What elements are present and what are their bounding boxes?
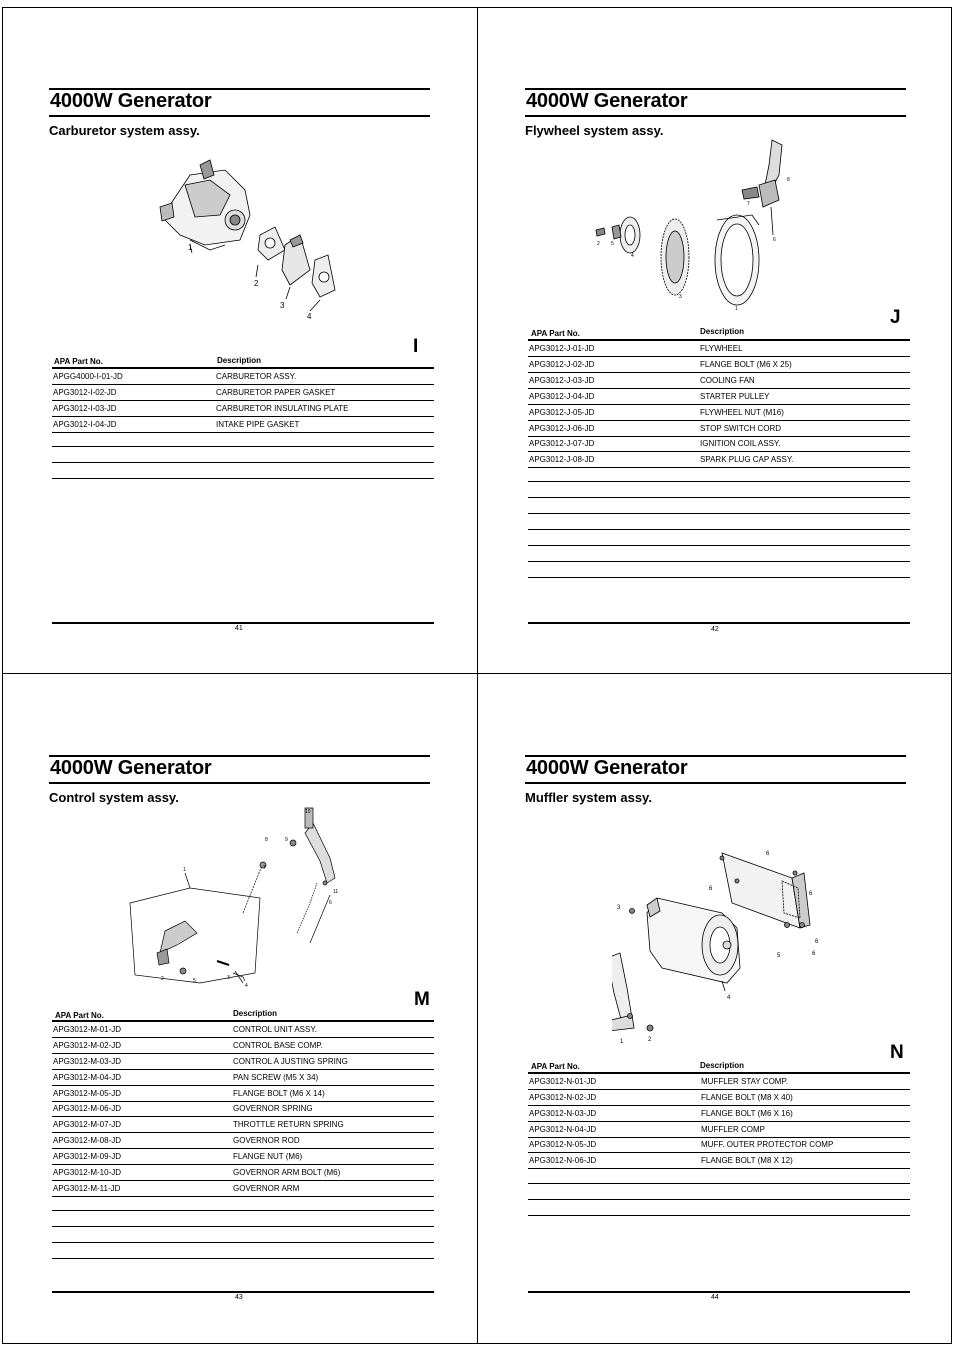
section-letter: J: [890, 307, 901, 328]
callout-6: 6: [773, 237, 776, 243]
muffler-diagram: [612, 833, 832, 1048]
callout-6: 6: [766, 851, 770, 857]
part-description: FLANGE BOLT (M6 X 25): [700, 360, 792, 369]
part-description: PAN SCREW (M5 X 34): [233, 1073, 319, 1082]
section-subtitle: Muffler system assy.: [525, 790, 652, 805]
title-rule-bottom: [525, 115, 906, 117]
callout-7: 7: [263, 865, 266, 871]
callout-4: 4: [631, 253, 634, 259]
empty-row-line: [528, 1183, 910, 1184]
page-number: 44: [711, 1294, 719, 1301]
part-number: APG3012-N-03-JD: [529, 1109, 597, 1118]
page-43: [0, 673, 477, 1350]
part-number: APG3012-J-05-JD: [529, 408, 595, 417]
part-number: APG3012-J-06-JD: [529, 424, 595, 433]
page-44: [477, 673, 954, 1350]
page-title: 4000W Generator: [50, 757, 212, 779]
table-row: [528, 1137, 910, 1153]
table-row: [52, 1022, 434, 1038]
part-number: APG3012-J-01-JD: [529, 344, 595, 353]
page-41: [0, 0, 477, 673]
callout-3: 3: [280, 301, 285, 310]
callout-2: 2: [597, 241, 600, 247]
col-header-desc: Description: [700, 1061, 745, 1070]
part-description: CONTROL UNIT ASSY.: [233, 1025, 317, 1034]
table-row: [52, 1086, 434, 1102]
empty-row-line: [528, 497, 910, 498]
table-row: [528, 1074, 910, 1090]
part-description: CARBURETOR PAPER GASKET: [216, 388, 336, 397]
part-description: FLANGE BOLT (M8 X 40): [701, 1093, 793, 1102]
table-row: [52, 417, 434, 433]
part-number: APG3012-M-05-JD: [53, 1089, 122, 1098]
table-row: [528, 373, 910, 389]
part-description: FLANGE BOLT (M6 X 16): [701, 1109, 793, 1118]
part-description: MUFFLER COMP: [701, 1125, 765, 1134]
part-description: STOP SWITCH CORD: [700, 424, 782, 433]
part-description: FLYWHEEL NUT (M16): [700, 408, 784, 417]
section-letter: I: [413, 336, 419, 357]
part-number: APG3012-M-10-JD: [53, 1168, 122, 1177]
callout-6: 6: [709, 886, 713, 892]
part-description: SPARK PLUG CAP ASSY.: [700, 455, 794, 464]
callout-4: 4: [727, 995, 731, 1001]
part-number: APG3012-M-09-JD: [53, 1152, 122, 1161]
footer-rule: [52, 1291, 434, 1293]
part-number: APG3012-J-04-JD: [529, 392, 595, 401]
page-number: 43: [235, 1294, 243, 1301]
table-row: [52, 1054, 434, 1070]
col-header-part: APA Part No.: [55, 1011, 104, 1020]
callout-2: 2: [254, 279, 259, 288]
part-number: APG3012-N-01-JD: [529, 1077, 597, 1086]
table-row: [528, 1090, 910, 1106]
table-row: [528, 405, 910, 421]
callout-8: 8: [787, 177, 790, 183]
empty-row-line: [528, 1215, 910, 1216]
part-number: APG3012-I-03-JD: [53, 404, 117, 413]
title-rule-bottom: [525, 782, 906, 784]
callout-3: 3: [679, 294, 682, 300]
callout-10: 10: [305, 809, 311, 815]
part-description: IGNITION COIL ASSY.: [700, 439, 781, 448]
part-number: APG3012-N-04-JD: [529, 1125, 597, 1134]
part-description: CARBURETOR ASSY.: [216, 372, 297, 381]
part-number: APG3012-N-06-JD: [529, 1156, 597, 1165]
callout-2: 2: [648, 1037, 652, 1043]
footer-rule: [52, 622, 434, 624]
footer-rule: [528, 622, 910, 624]
part-description: MUFF. OUTER PROTECTOR COMP: [701, 1140, 834, 1149]
part-number: APG3012-M-11-JD: [53, 1184, 121, 1193]
callout-4: 4: [307, 312, 312, 321]
empty-row-line: [52, 462, 434, 463]
col-header-part: APA Part No.: [531, 1062, 580, 1071]
empty-row-line: [52, 1258, 434, 1259]
part-description: FLANGE BOLT (M8 X 12): [701, 1156, 793, 1165]
part-number: APG3012-M-01-JD: [53, 1025, 122, 1034]
table-row: [52, 369, 434, 385]
page-number: 41: [235, 625, 243, 632]
part-description: GOVERNOR SPRING: [233, 1104, 313, 1113]
page-title: 4000W Generator: [50, 90, 212, 112]
part-description: CONTROL BASE COMP.: [233, 1041, 323, 1050]
col-header-desc: Description: [217, 356, 262, 365]
callout-4: 4: [245, 983, 248, 989]
table-row: [528, 436, 910, 452]
part-description: GOVERNOR ARM: [233, 1184, 300, 1193]
section-subtitle: Flywheel system assy.: [525, 123, 664, 138]
callout-5: 5: [611, 241, 614, 247]
table-row: [52, 1038, 434, 1054]
part-number: APG3012-J-02-JD: [529, 360, 595, 369]
part-description: MUFFLER STAY COMP.: [701, 1077, 788, 1086]
footer-rule: [528, 1291, 910, 1293]
part-description: GOVERNOR ARM BOLT (M6): [233, 1168, 341, 1177]
page-title: 4000W Generator: [526, 90, 688, 112]
table-row: [528, 1106, 910, 1122]
table-row: [52, 1181, 434, 1197]
part-number: APG3012-M-03-JD: [53, 1057, 122, 1066]
callout-1: 1: [183, 867, 186, 873]
empty-row-line: [528, 529, 910, 530]
part-description: CARBURETOR INSULATING PLATE: [216, 404, 349, 413]
empty-row-line: [52, 1210, 434, 1211]
callout-6: 6: [815, 939, 819, 945]
section-letter: N: [890, 1042, 904, 1063]
page-number: 42: [711, 626, 719, 633]
col-header-part: APA Part No.: [54, 357, 103, 366]
part-number: APG3012-I-04-JD: [53, 420, 117, 429]
part-description: FLANGE BOLT (M6 X 14): [233, 1089, 325, 1098]
callout-1: 1: [188, 243, 193, 252]
table-row: [528, 341, 910, 357]
part-description: CONTROL A JUSTING SPRING: [233, 1057, 348, 1066]
page-42: [477, 0, 954, 673]
callout-3: 3: [617, 905, 621, 911]
part-number: APG3012-N-05-JD: [529, 1140, 597, 1149]
callout-5: 5: [777, 953, 781, 959]
table-row: [52, 1070, 434, 1086]
table-row: [528, 1122, 910, 1138]
part-number: APG3012-J-03-JD: [529, 376, 595, 385]
part-description: THROTTLE RETURN SPRING: [233, 1120, 344, 1129]
carburetor-diagram: [150, 155, 350, 325]
part-description: GOVERNOR ROD: [233, 1136, 300, 1145]
empty-row-line: [528, 561, 910, 562]
col-header-part: APA Part No.: [531, 329, 580, 338]
empty-row-line: [52, 446, 434, 447]
table-row: [528, 1153, 910, 1169]
table-row: [528, 389, 910, 405]
part-description: FLANGE NUT (M6): [233, 1152, 303, 1161]
section-subtitle: Carburetor system assy.: [49, 123, 200, 138]
empty-row-line: [528, 577, 910, 578]
callout-5: 5: [193, 978, 196, 984]
part-number: APG3012-I-02-JD: [53, 388, 117, 397]
table-row: [52, 401, 434, 417]
table-row: [528, 452, 910, 468]
table-row: [52, 1149, 434, 1165]
empty-row-line: [52, 1226, 434, 1227]
callout-7: 7: [747, 201, 750, 207]
control-diagram: [125, 803, 355, 998]
empty-row-line: [52, 1242, 434, 1243]
table-row: [528, 357, 910, 373]
callout-8: 8: [265, 837, 268, 843]
empty-row-line: [52, 478, 434, 479]
callout-3: 3: [227, 975, 230, 981]
empty-row-line: [528, 545, 910, 546]
col-header-desc: Description: [700, 327, 745, 336]
callout-1: 1: [620, 1039, 624, 1045]
callout-11: 11: [333, 889, 339, 895]
table-row: [528, 421, 910, 437]
part-number: APG3012-M-06-JD: [53, 1104, 122, 1113]
part-number: APG3012-M-02-JD: [53, 1041, 122, 1050]
part-description: INTAKE PIPE GASKET: [216, 420, 300, 429]
callout-6: 6: [809, 891, 813, 897]
part-number: APG3012-M-07-JD: [53, 1120, 122, 1129]
callout-1: 1: [735, 306, 738, 312]
table-row: [52, 1133, 434, 1149]
empty-row-line: [528, 1199, 910, 1200]
page-title: 4000W Generator: [526, 757, 688, 779]
flywheel-diagram: [587, 135, 807, 315]
part-description: COOLING FAN: [700, 376, 755, 385]
part-number: APGG4000-I-01-JD: [53, 372, 123, 381]
part-description: STARTER PULLEY: [700, 392, 770, 401]
part-number: APG3012-J-07-JD: [529, 439, 595, 448]
part-description: FLYWHEEL: [700, 344, 743, 353]
part-number: APG3012-M-08-JD: [53, 1136, 122, 1145]
section-letter: M: [414, 989, 430, 1010]
empty-row-line: [528, 513, 910, 514]
col-header-desc: Description: [233, 1009, 278, 1018]
callout-2: 2: [161, 976, 164, 982]
callout-6: 6: [329, 900, 332, 906]
table-row: [52, 1117, 434, 1133]
title-rule-bottom: [49, 782, 430, 784]
part-number: APG3012-N-02-JD: [529, 1093, 597, 1102]
table-row: [52, 1101, 434, 1117]
part-number: APG3012-M-04-JD: [53, 1073, 122, 1082]
section-subtitle: Control system assy.: [49, 790, 179, 805]
part-number: APG3012-J-08-JD: [529, 455, 595, 464]
table-row: [52, 1165, 434, 1181]
title-rule-bottom: [49, 115, 430, 117]
table-row: [52, 385, 434, 401]
callout-9: 9: [285, 837, 288, 843]
callout-6: 6: [812, 951, 816, 957]
empty-row-line: [528, 481, 910, 482]
